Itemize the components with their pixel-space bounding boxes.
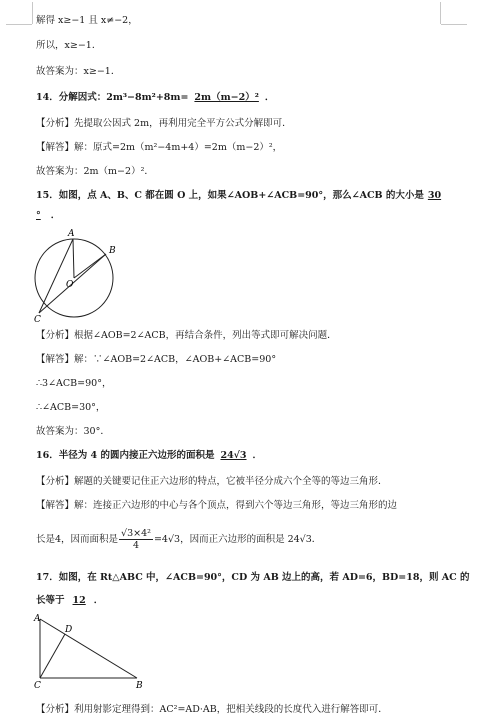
solution-line: 解得 x≥−1 且 x≠−2， [36, 15, 138, 26]
solution-line: ∴3∠ACB=90°， [36, 378, 112, 389]
segment-oa [73, 239, 74, 278]
segment-ca [39, 239, 73, 313]
question-text: 15．如图，点 A、B、C 都在圆 O 上，如果∠AOB+∠ACB=90°，那么∠ACB 的大小是 [36, 190, 424, 201]
label-b: B [109, 246, 116, 256]
label-d: D [65, 625, 73, 635]
question-16: 16．半径为 4 的圆内接正六边形的面积是 24√3 ． [36, 450, 263, 461]
solution-line: 故答案为：30°． [36, 426, 110, 437]
segment-ob [74, 254, 106, 278]
label-o: O [66, 280, 74, 290]
solution-line: 【解答】解：连接正六边形的中心与各个顶点，得到六个等边三角形，等边三角形的边 [36, 500, 398, 511]
crop-mark [441, 24, 467, 25]
solution-line: 长是4，因而面积是 $\frac{\text{√3×4²}}{4}$ =4√3，因而正六边形的面积是 24√3． [36, 528, 322, 551]
triangle-figure [30, 612, 150, 692]
crop-mark [6, 24, 32, 25]
question-17-cont: 长等于 12 ． [36, 595, 104, 606]
answer-blank: 24√3 [220, 450, 247, 461]
answer-blank: ° [36, 210, 41, 221]
answer-blank: 30 [427, 190, 442, 201]
segment-cd [40, 634, 65, 678]
label-c: C [34, 681, 41, 691]
area-fraction: $\frac{\text{√3×4²}}{4}$ [121, 528, 151, 551]
analysis-line: 【分析】解题的关键要记住正六边形的特点，它被半径分成六个全等的等边三角形． [36, 476, 388, 487]
solution-line: ∴∠ACB=30°， [36, 402, 106, 413]
question-15 [36, 190, 445, 202]
question-15-cont: ° ． [36, 210, 61, 221]
answer-blank: 2m（m−2）² [194, 92, 259, 103]
label-c: C [34, 315, 41, 324]
question-text: 14．分解因式：2m³−8m²+8m= [36, 92, 189, 103]
label-b: B [136, 681, 143, 691]
question-17: 17．如图，在 Rt△ABC 中，∠ACB=90°，CD 为 AB 边上的高，若 AD=6，BD=18，则 AC 的 [36, 572, 470, 583]
analysis-line: 【分析】根据∠AOB=2∠ACB，再结合条件，列出等式即可解决问题． [36, 330, 337, 341]
crop-mark [32, 2, 33, 24]
solution-line: 【解答】解：∵∠AOB=2∠ACB，∠AOB+∠ACB=90° [36, 354, 277, 365]
solution-line: 所以，x≥−1． [36, 40, 102, 51]
question-14: 14．分解因式：2m³−8m²+8m= 2m（m−2）² ． [36, 92, 275, 103]
question-text: 16．半径为 4 的圆内接正六边形的面积是 [36, 450, 215, 461]
label-a: A [34, 614, 41, 624]
crop-mark [440, 2, 441, 24]
solution-line: 故答案为：x≥−1． [36, 66, 121, 77]
analysis-line: 【分析】先提取公因式 2m，再利用完全平方公式分解即可． [36, 118, 292, 129]
solution-line: 【解答】解：原式=2m（m²−4m+4）=2m（m−2）²， [36, 142, 283, 153]
label-a: A [68, 229, 75, 239]
analysis-line: 【分析】利用射影定理得到：AC²=AD·AB，把相关线段的长度代入进行解答即可． [36, 704, 388, 715]
segment-ab [40, 619, 137, 678]
circle-figure [30, 226, 130, 324]
solution-line: 故答案为：2m（m−2）²． [36, 166, 154, 177]
answer-blank: 12 [72, 595, 86, 606]
